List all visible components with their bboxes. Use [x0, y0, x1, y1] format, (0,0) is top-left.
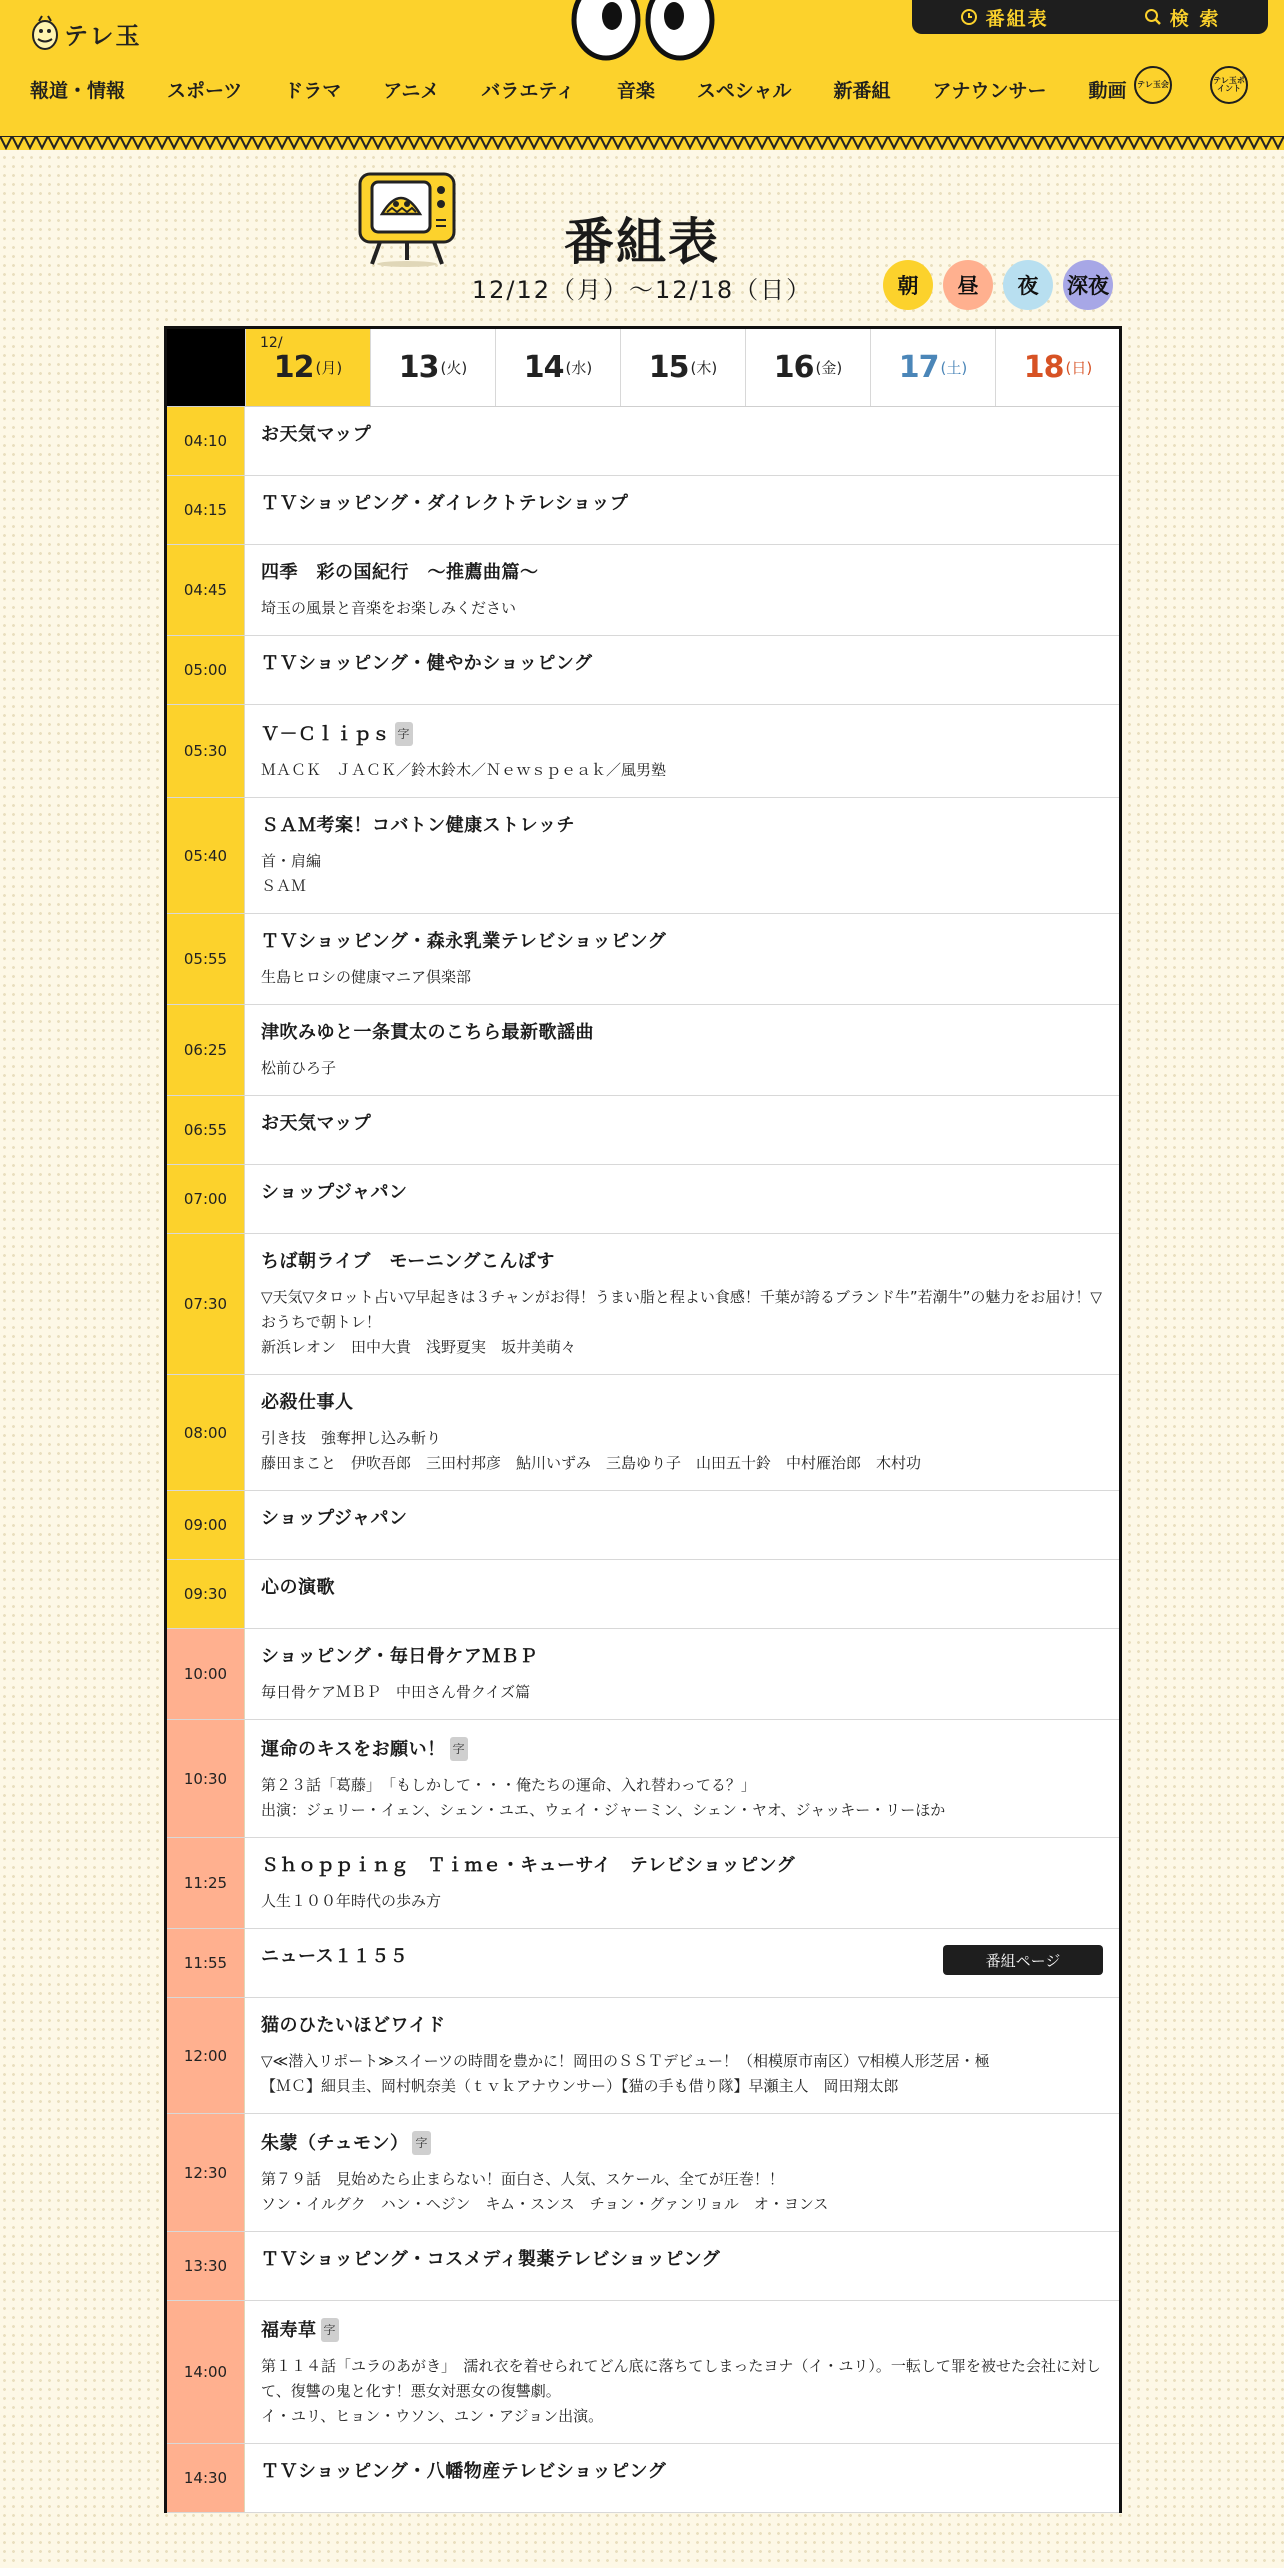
program-description-line: 藤田まこと 伊吹吾郎 三田村邦彦 鮎川いずみ 三島ゆり子 山田五十鈴 中村雁治郎 木村功: [261, 1454, 922, 1472]
program-entry[interactable]: [245, 2444, 1119, 2512]
program-entry[interactable]: [245, 1720, 1119, 1837]
program-title-line: [261, 1392, 1103, 1414]
program-description: [261, 2167, 1103, 2217]
nav-item-news[interactable]: 報道・情報: [30, 80, 126, 102]
program-time: 11:55: [167, 1929, 245, 1997]
program-time: 12:30: [167, 2114, 245, 2231]
day-tab-weekday: (水): [565, 359, 593, 377]
program-description: [261, 1285, 1103, 1360]
program-title-line: [261, 2318, 1103, 2342]
program-time: 12:00: [167, 1998, 245, 2113]
site-header: [0, 0, 1284, 150]
program-title: ＴＶショッピング・ダイレクトテレショップ: [261, 493, 629, 514]
day-tab-13[interactable]: [370, 329, 495, 406]
program-row: [167, 1491, 1119, 1560]
program-row: [167, 1165, 1119, 1234]
program-list: [167, 407, 1119, 2513]
program-title-line: [261, 653, 1103, 675]
subtitle-badge: 字: [395, 722, 414, 746]
program-entry[interactable]: [245, 705, 1119, 797]
program-title: ショッピング・毎日骨ケアＭＢＰ: [261, 1646, 538, 1667]
program-title: 四季 彩の国紀行 ～推薦曲篇～: [261, 562, 539, 583]
program-time: 04:45: [167, 545, 245, 635]
program-time: 04:15: [167, 476, 245, 544]
day-tab-weekday: (月): [315, 359, 343, 377]
tamago-mascot-icon: [30, 14, 60, 52]
program-description-line: 松前ひろ子: [261, 1059, 337, 1077]
program-schedule: [164, 326, 1122, 2513]
day-tab-15[interactable]: [620, 329, 745, 406]
program-description: [261, 758, 1103, 783]
date-range: 12/12（月）〜12/18（日）: [471, 276, 813, 304]
program-title: 心の演歌: [261, 1577, 335, 1598]
day-tab-12[interactable]: [245, 329, 370, 406]
program-time: 07:30: [167, 1234, 245, 1374]
day-tab-weekday: (土): [940, 359, 968, 377]
program-entry[interactable]: [245, 1629, 1119, 1719]
program-entry[interactable]: [245, 798, 1119, 913]
program-entry[interactable]: [245, 1375, 1119, 1490]
program-entry[interactable]: [245, 1560, 1119, 1628]
program-row: [167, 1720, 1119, 1838]
program-title: お天気マップ: [261, 1113, 372, 1134]
program-description-line: 第２３話「葛藤」 「もしかして・・・俺たちの運命、入れ替わってる？」: [261, 1776, 756, 1794]
main-nav: [30, 76, 1169, 103]
nav-item-anime[interactable]: アニメ: [383, 80, 440, 102]
program-title-line: [261, 1577, 1103, 1599]
program-row: [167, 705, 1119, 798]
clock-icon: [960, 8, 978, 26]
program-title: 必殺仕事人: [261, 1392, 354, 1413]
program-description: [261, 849, 1103, 899]
program-row: [167, 1560, 1119, 1629]
day-tab-date: 18: [1023, 350, 1064, 385]
program-description: [261, 596, 1103, 621]
program-row: [167, 1096, 1119, 1165]
search-top-link[interactable]: [1144, 4, 1221, 31]
program-description-line: 埼玉の風景と音楽をお楽しみください: [261, 599, 517, 617]
program-title-line: [261, 1646, 1103, 1668]
program-time: 11:25: [167, 1838, 245, 1928]
time-period-buttons: [883, 260, 1113, 310]
day-tab-weekday: (木): [690, 359, 718, 377]
site-logo-text: テレ玉: [64, 21, 142, 50]
program-entry[interactable]: [245, 636, 1119, 704]
period-morning-button[interactable]: 朝: [883, 260, 933, 310]
program-entry[interactable]: [245, 407, 1119, 475]
program-title: 津吹みゆと一条貫太のこちら最新歌謡曲: [261, 1022, 594, 1043]
schedule-top-link[interactable]: [960, 4, 1049, 31]
program-description-line: 第１１４話「ユラのあがき」 濡れ衣を着せられてどん底に落ちてしまったヨナ（イ・ユリ）。一転して罪を被せた会社に対して、復讐の鬼と化す！悪女対悪女の復讐劇。: [261, 2357, 1101, 2400]
program-title: 福寿草: [261, 2320, 317, 2341]
program-row: [167, 1234, 1119, 1375]
program-title-line: [261, 1022, 1103, 1044]
program-row: [167, 1629, 1119, 1720]
nav-item-sports[interactable]: スポーツ: [167, 80, 243, 102]
program-row: [167, 2444, 1119, 2513]
program-title-line: [261, 722, 1103, 746]
period-late-night-button[interactable]: 深夜: [1063, 260, 1113, 310]
program-row: [167, 476, 1119, 545]
program-description-line: イ・ユリ、ヒョン・ウソン、ユン・アジョン出演。: [261, 2407, 604, 2425]
program-entry[interactable]: [245, 1005, 1119, 1095]
program-title-line: [261, 1737, 1103, 1761]
program-description: [261, 1773, 1103, 1823]
program-entry[interactable]: [245, 1234, 1119, 1374]
day-tabs-corner: [167, 329, 245, 406]
program-description-line: 【ＭＣ】細貝圭、岡村帆奈美（ｔｖｋアナウンサー）【猫の手も借り隊】早瀬主人 岡田翔太郎: [261, 2077, 899, 2095]
program-title-line: [261, 1251, 1103, 1273]
program-title: Ｓｈｏｐｐｉｎｇ Ｔｉｍｅ・キューサイ テレビショッピング: [261, 1855, 796, 1876]
nav-item-music[interactable]: 音楽: [616, 80, 655, 102]
program-title-line: [261, 931, 1103, 953]
program-title: ＳＡＭ考案！コバトン健康ストレッチ: [261, 815, 575, 836]
program-row: [167, 2232, 1119, 2301]
program-row: [167, 1998, 1119, 2114]
program-title: ＴＶショッピング・森永乳業テレビショッピング: [261, 931, 667, 952]
program-description: [261, 1426, 1103, 1476]
day-tab-date: 15: [648, 350, 689, 385]
program-title: ちば朝ライブ モーニングこんぱす: [261, 1251, 555, 1272]
day-tab-date: 14: [523, 350, 564, 385]
program-time: 09:00: [167, 1491, 245, 1559]
program-entry[interactable]: [245, 2301, 1119, 2443]
program-time: 05:30: [167, 705, 245, 797]
program-title: ニュース１１５５: [261, 1946, 409, 1967]
program-title-line: [261, 815, 1103, 837]
program-description: [261, 2354, 1103, 2429]
top-link-bar: [912, 0, 1268, 34]
program-entry[interactable]: [245, 1998, 1119, 2113]
program-description: [261, 2049, 1103, 2099]
title-area: [0, 150, 1284, 328]
program-entry[interactable]: [245, 1165, 1119, 1233]
teletama-point-badge[interactable]: [1210, 66, 1248, 104]
program-row: [167, 407, 1119, 476]
program-description-line: 新浜レオン 田中大貴 浅野夏実 坂井美萌々: [261, 1338, 577, 1356]
program-title-line: [261, 493, 1103, 515]
program-row: [167, 545, 1119, 636]
program-time: 06:55: [167, 1096, 245, 1164]
nav-item-video[interactable]: 動画: [1088, 80, 1127, 102]
program-title-line: [261, 2461, 1103, 2483]
program-time: 09:30: [167, 1560, 245, 1628]
program-title-line: [261, 424, 1103, 446]
day-tabs: [167, 329, 1119, 407]
program-entry[interactable]: [245, 476, 1119, 544]
header-zigzag-edge: [0, 136, 1284, 150]
nav-item-special[interactable]: スペシャル: [696, 80, 792, 102]
program-time: 06:25: [167, 1005, 245, 1095]
program-row: [167, 636, 1119, 705]
program-time: 10:00: [167, 1629, 245, 1719]
teletama-point-badge-label: テレ玉ポイント: [1213, 76, 1245, 93]
program-title-line: [261, 1855, 1103, 1877]
mascot-eyes-graphic: [568, 0, 718, 62]
program-description-line: 生島ヒロシの健康マニア倶楽部: [261, 968, 472, 986]
site-logo[interactable]: [30, 14, 142, 52]
program-time: 05:40: [167, 798, 245, 913]
program-row: [167, 914, 1119, 1005]
day-tab-weekday: (金): [815, 359, 843, 377]
program-title: 運命のキスをお願い！: [261, 1739, 446, 1760]
program-entry[interactable]: [245, 545, 1119, 635]
program-time: 14:00: [167, 2301, 245, 2443]
day-tab-date: 12: [273, 350, 314, 385]
program-title: ショップジャパン: [261, 1508, 408, 1529]
program-title-line: [261, 562, 1103, 584]
program-title: ＴＶショッピング・健やかショッピング: [261, 653, 593, 674]
program-title: ＴＶショッピング・コスメディ製薬テレビショッピング: [261, 2249, 721, 2270]
program-row: [167, 798, 1119, 914]
nav-item-drama[interactable]: ドラマ: [284, 80, 342, 102]
program-title-line: [261, 2131, 1103, 2155]
program-title-line: [261, 1113, 1103, 1135]
program-entry[interactable]: [245, 2232, 1119, 2300]
program-time: 07:00: [167, 1165, 245, 1233]
program-description: [261, 1056, 1103, 1081]
program-description: [261, 1680, 1103, 1705]
period-daytime-button[interactable]: 昼: [943, 260, 993, 310]
program-description-line: ▽≪潜入リポート≫スイーツの時間を豊かに！岡田のＳＳＴデビュー！（相模原市南区）▽相模人形芝居・極: [261, 2052, 990, 2070]
program-description-line: ソン・イルグク ハン・ヘジン キム・スンス チョン・グァンリョル オ・ヨンス: [261, 2195, 829, 2213]
program-title: お天気マップ: [261, 424, 372, 445]
program-description-line: ＭＡＣＫ ＪＡＣＫ／鈴木鈴木／Ｎｅｗｓｐｅａｋ／風男塾: [261, 761, 667, 779]
program-title-line: [261, 2015, 1103, 2037]
program-entry[interactable]: [245, 1838, 1119, 1928]
program-time: 14:30: [167, 2444, 245, 2512]
program-entry[interactable]: [245, 1096, 1119, 1164]
day-tab-date: 13: [398, 350, 439, 385]
program-time: 05:55: [167, 914, 245, 1004]
program-description-line: ▽天気▽タロット占い▽早起きは３チャンがお得！うまい脂と程よい食感！千葉が誇るブランド牛”若潮牛”の魅力をお届け！▽おうちで朝トレ！: [261, 1288, 1102, 1331]
program-row: [167, 2114, 1119, 2232]
program-title: 朱蒙（チュモン）: [261, 2133, 409, 2154]
program-time: 10:30: [167, 1720, 245, 1837]
subtitle-badge: 字: [450, 1737, 469, 1761]
program-description-line: 出演：ジェリー・イェン、シェン・ユエ、ウェイ・ジャーミン、シェン・ヤオ、ジャッキー・リーほか: [261, 1801, 946, 1819]
nav-item-variety[interactable]: バラエティ: [481, 80, 575, 102]
program-time: 04:10: [167, 407, 245, 475]
subtitle-badge: 字: [412, 2131, 431, 2155]
program-row: [167, 1838, 1119, 1929]
program-description-line: 毎日骨ケアＭＢＰ 中田さん骨クイズ篇: [261, 1683, 531, 1701]
day-tab-weekday: (日): [1065, 359, 1093, 377]
teletama-kai-badge-label: テレ玉会: [1137, 80, 1169, 89]
program-row: [167, 1929, 1119, 1998]
day-tab-16[interactable]: [745, 329, 870, 406]
program-row: [167, 1375, 1119, 1491]
program-entry[interactable]: [245, 1491, 1119, 1559]
program-row: [167, 1005, 1119, 1096]
day-tab-date: 17: [898, 350, 939, 385]
period-night-button[interactable]: 夜: [1003, 260, 1053, 310]
program-row: [167, 2301, 1119, 2444]
program-description: [261, 1889, 1103, 1914]
program-page-button[interactable]: 番組ページ: [943, 1945, 1103, 1975]
page-title: 番組表: [564, 213, 720, 271]
nav-item-announcer[interactable]: アナウンサー: [932, 80, 1047, 102]
search-icon: [1144, 8, 1162, 26]
program-description-line: 引き技 強奪押し込み斬り: [261, 1429, 442, 1447]
program-entry[interactable]: [245, 914, 1119, 1004]
search-top-link-label: 検 索: [1169, 7, 1221, 30]
program-title-line: [261, 1508, 1103, 1530]
day-tab-14[interactable]: [495, 329, 620, 406]
program-title: Ｖ－Ｃｌｉｐｓ: [261, 724, 391, 745]
subtitle-badge: 字: [321, 2318, 340, 2342]
program-description-line: 首・肩編: [261, 852, 322, 870]
program-title: ショップジャパン: [261, 1182, 408, 1203]
teletama-kai-badge[interactable]: [1134, 66, 1172, 104]
program-title-line: [261, 2249, 1103, 2271]
program-description: [261, 965, 1103, 990]
day-tab-date: 16: [773, 350, 814, 385]
nav-item-new-programs[interactable]: 新番組: [833, 80, 891, 102]
day-tab-weekday: (火): [440, 359, 468, 377]
day-tab-17[interactable]: [870, 329, 995, 406]
program-title: ＴＶショッピング・八幡物産テレビショッピング: [261, 2461, 667, 2482]
program-description-line: ＳＡＭ: [261, 877, 307, 895]
program-time: 13:30: [167, 2232, 245, 2300]
program-entry[interactable]: [245, 2114, 1119, 2231]
program-time: 08:00: [167, 1375, 245, 1490]
program-description-line: 人生１００年時代の歩み方: [261, 1892, 442, 1910]
day-tab-18[interactable]: [995, 329, 1120, 406]
program-title: 猫のひたいほどワイド: [261, 2015, 446, 2036]
schedule-top-link-label: 番組表: [985, 7, 1049, 30]
program-title-line: [261, 1182, 1103, 1204]
program-time: 05:00: [167, 636, 245, 704]
program-entry[interactable]: [245, 1929, 1119, 1997]
program-description-line: 第７９話 見始めたら止まらない！面白さ、人気、スケール、全てが圧巻！！: [261, 2170, 784, 2188]
day-tab-month: 12/: [260, 335, 283, 351]
